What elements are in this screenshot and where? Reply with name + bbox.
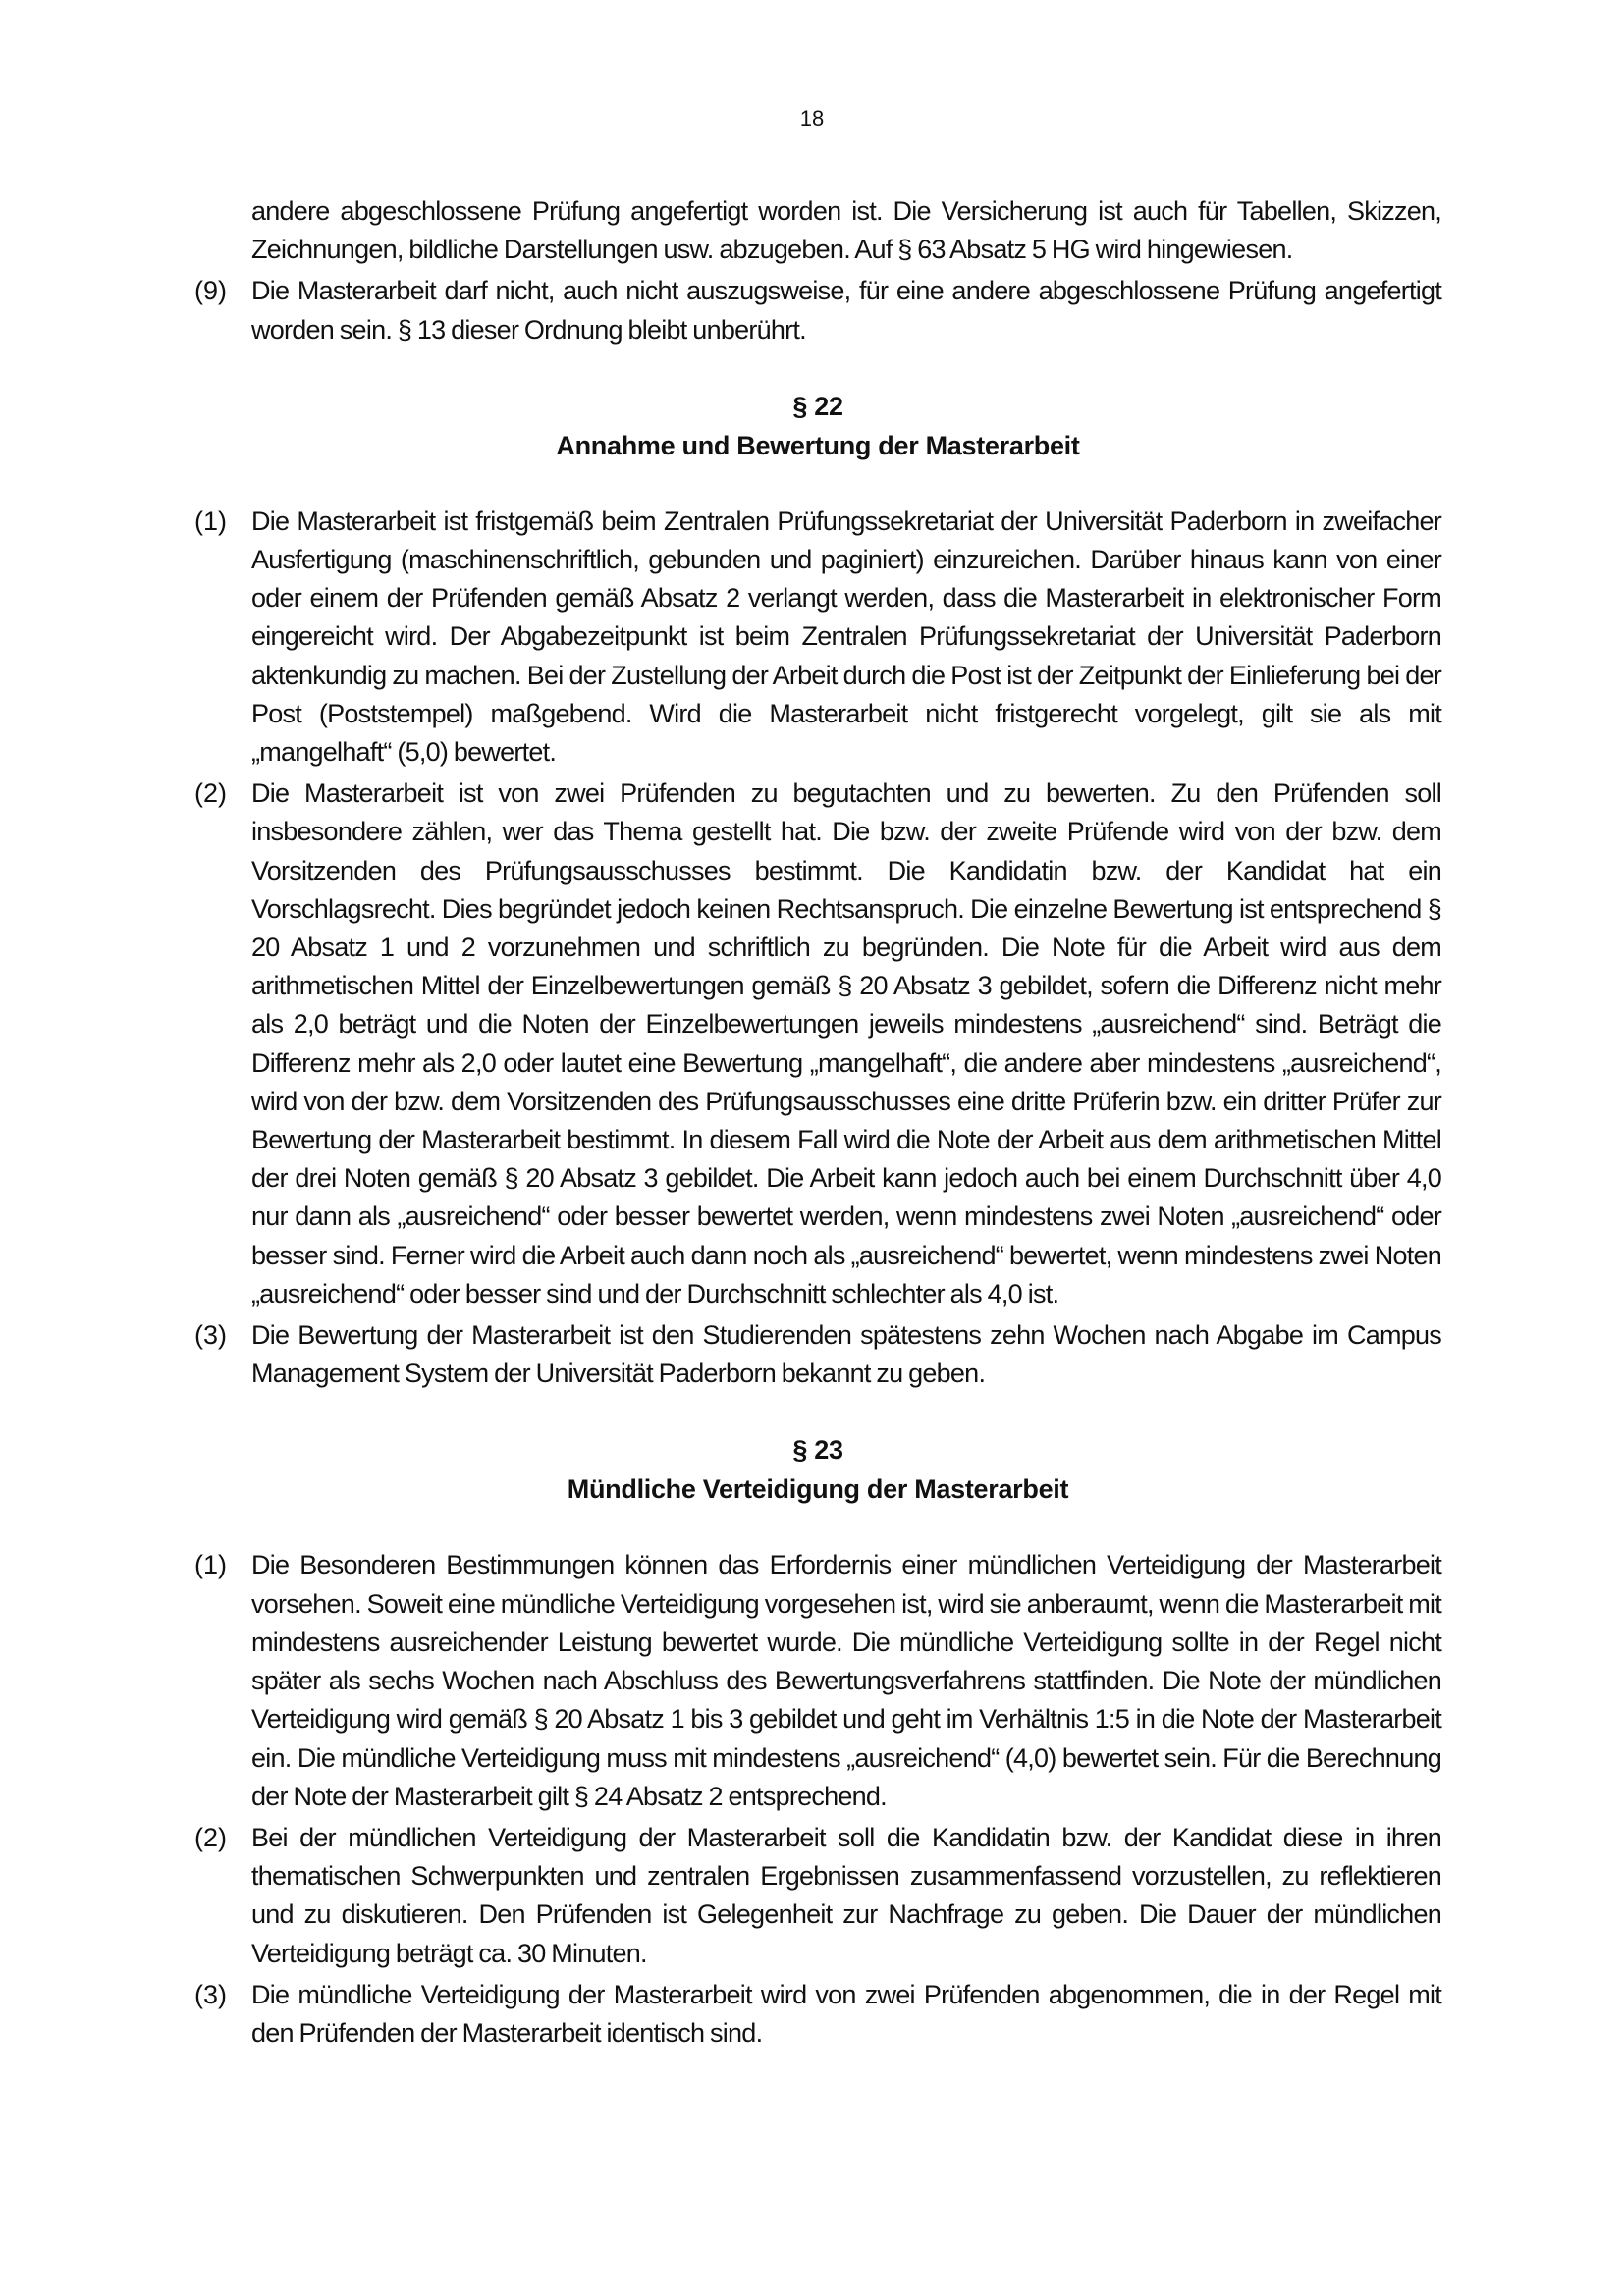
paragraph-number: (1) [194, 506, 227, 536]
paragraph-text: Die Besonderen Bestimmungen können das Erfordernis einer mündlichen Verteidigung der Masterarbeit vorsehen. Soweit eine mündliche Verteidigung vorgesehen ist, wird sie anberaumt, wenn die Masterarbeit mit mindestens ausreichender Leistung bewertet wurde. Die mündliche Verteidigung sollte in der Regel nicht später als sechs Wochen nach Abschluss des Bewertungsverfahrens stattfinden. Die Note der mündlichen Verteidigung wird gemäß § 20 Absatz 1 bis 3 gebildet und geht im Verhältnis 1:5 in die Note der Masterarbeit ein. Die mündliche Verteidigung muss mit mindestens „ausreichend“ (4,0) bewertet sein. Für die Berechnung der Note der Masterarbeit gilt § 24 Absatz 2 entsprechend. [251, 1550, 1441, 1811]
page-number: 18 [799, 106, 825, 131]
section-22-paragraph-1 [194, 503, 1441, 772]
section-number: § 22 [792, 391, 843, 421]
paragraph-text: andere abgeschlossene Prüfung angefertigt worden ist. Die Versicherung ist auch für Tabellen, Skizzen, Zeichnungen, bildliche Darstellungen usw. abzugeben. Auf § 63 Absatz 5 HG wird hingewiesen. [251, 196, 1441, 265]
paragraph-text: Die Masterarbeit ist von zwei Prüfenden zu begutachten und zu bewerten. Zu den Prüfenden soll insbesondere zählen, wer das Thema gestellt hat. Die bzw. der zweite Prüfende wird von der bzw. dem Vorsitzenden des Prüfungsausschusses bestimmt. Die Kandidatin bzw. der Kandidat hat ein Vorschlagsrecht. Dies begründet jedoch keinen Rechtsanspruch. Die einzelne Bewertung ist entsprechend § 20 Absatz 1 und 2 vorzunehmen und schriftlich zu begründen. Die Note für die Arbeit wird aus dem arithmetischen Mittel der Einzelbewertungen gemäß § 20 Absatz 3 gebildet, sofern die Differenz nicht mehr als 2,0 beträgt und die Noten der Einzelbewertungen jeweils mindestens „ausreichend“ sind. Beträgt die Differenz mehr als 2,0 oder lautet eine Bewertung „mangelhaft“, die andere aber mindestens „ausreichend“, wird von der bzw. dem Vorsitzenden des Prüfungsausschusses eine dritte Prüferin bzw. ein dritter Prüfer zur Bewertung der Masterarbeit bestimmt. In diesem Fall wird die Note der Arbeit aus dem arithmetischen Mittel der drei Noten gemäß § 20 Absatz 3 gebildet. Die Arbeit kann jedoch auch bei einem Durchschnitt über 4,0 nur dann als „ausreichend“ oder besser bewertet werden, wenn mindestens zwei Noten „ausreichend“ oder besser sind. Ferner wird die Arbeit auch dann noch als „ausreichend“ bewertet, wenn mindestens zwei Noten „ausreichend“ oder besser sind und der Durchschnitt schlechter als 4,0 ist. [251, 778, 1441, 1308]
paragraph-number: (3) [194, 1320, 227, 1351]
section-number: § 23 [792, 1435, 843, 1466]
paragraph-text: Die mündliche Verteidigung der Masterarbeit wird von zwei Prüfenden abgenommen, die in der Regel mit den Prüfenden der Masterarbeit identisch sind. [251, 1979, 1441, 2048]
page-content [194, 192, 1441, 2053]
section-23-paragraph-2 [194, 1819, 1441, 1973]
paragraph-text: Die Bewertung der Masterarbeit ist den Studierenden spätestens zehn Wochen nach Abgabe im Campus Management System der Universität Paderborn bekannt zu geben. [251, 1320, 1441, 1389]
paragraph-text: Die Masterarbeit ist fristgemäß beim Zentralen Prüfungssekretariat der Universität Paderborn in zweifacher Ausfertigung (maschinenschriftlich, gebunden und paginiert) einzureichen. Darüber hinaus kann von einer oder einem der Prüfenden gemäß Absatz 2 verlangt werden, dass die Masterarbeit in elektronischer Form eingereicht wird. Der Abgabezeitpunkt ist beim Zentralen Prüfungssekretariat der Universität Paderborn aktenkundig zu machen. Bei der Zustellung der Arbeit durch die Post ist der Zeitpunkt der Einlieferung bei der Post (Poststempel) maßgebend. Wird die Masterarbeit nicht fristgerecht vorgelegt, gilt sie als mit „mangelhaft“ (5,0) bewertet. [251, 506, 1441, 768]
paragraph-number: (2) [194, 778, 227, 809]
section-23-heading [194, 1430, 1441, 1509]
section-title: Annahme und Bewertung der Masterarbeit [556, 430, 1080, 460]
paragraph-number: (9) [194, 276, 227, 306]
section-title: Mündliche Verteidigung der Masterarbeit [567, 1474, 1069, 1505]
paragraph-number: (2) [194, 1822, 227, 1852]
paragraph-number: (3) [194, 1979, 227, 2009]
section-23-paragraph-1 [194, 1546, 1441, 1815]
paragraph-text: Die Masterarbeit darf nicht, auch nicht auszugsweise, für eine andere abgeschlossene Prüfung angefertigt worden sein. § 13 dieser Ordnung bleibt unberührt. [251, 276, 1441, 345]
continuation-paragraph [194, 192, 1441, 269]
paragraph-9 [194, 272, 1441, 348]
section-22-heading [194, 387, 1441, 465]
paragraph-text: Bei der mündlichen Verteidigung der Masterarbeit soll die Kandidatin bzw. der Kandidat diese in ihren thematischen Schwerpunkten und zentralen Ergebnissen zusammenfassend vorzustellen, zu reflektieren und zu diskutieren. Den Prüfenden ist Gelegenheit zur Nachfrage zu geben. Die Dauer der mündlichen Verteidigung beträgt ca. 30 Minuten. [251, 1822, 1441, 1968]
section-22-paragraph-3 [194, 1316, 1441, 1393]
section-23-paragraph-3 [194, 1976, 1441, 2053]
section-22-paragraph-2 [194, 774, 1441, 1313]
paragraph-number: (1) [194, 1550, 227, 1580]
